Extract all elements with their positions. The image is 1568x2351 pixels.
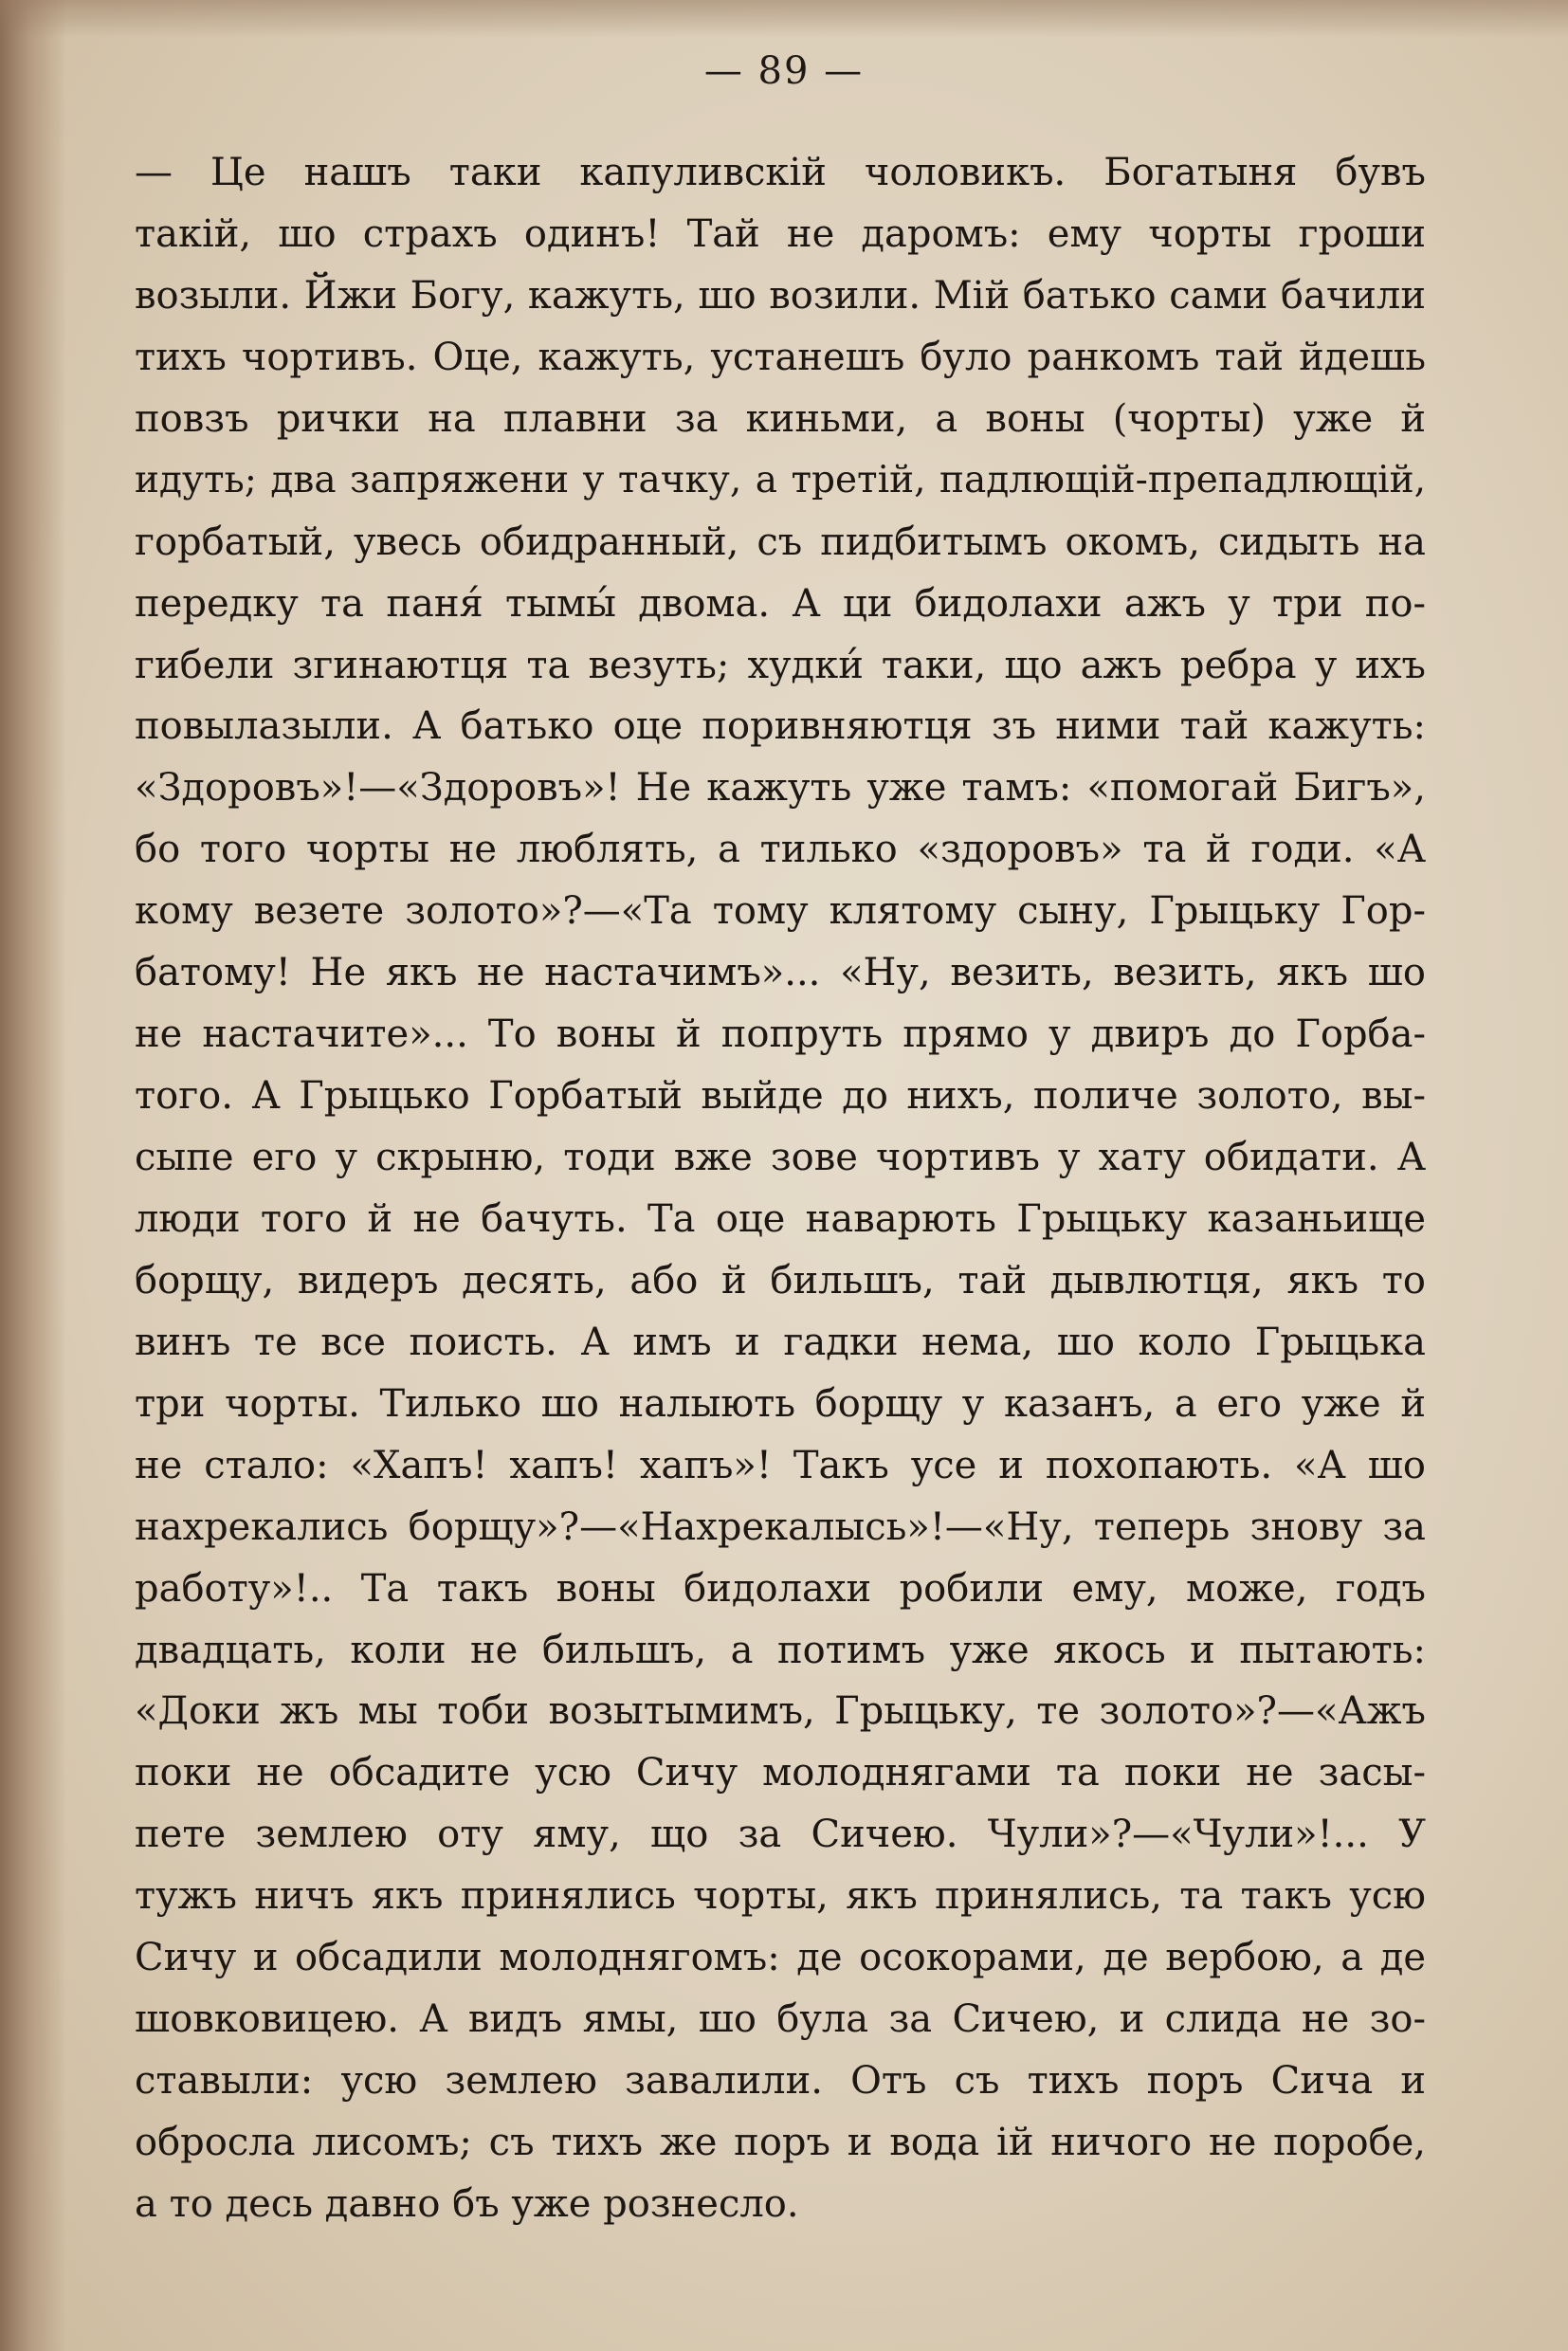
- text-line: три чорты. Тилько шо налыють борщу у казанъ, а его уже й: [135, 1381, 1426, 1426]
- text-line: того. А Грыцько Горбатый выйде до нихъ, поличе золото, вы-: [135, 1074, 1426, 1119]
- text-line: пете землею оту яму, що за Сичею. Чули»?—«Чули»!... У: [135, 1813, 1426, 1857]
- text-line: передку та паня́ тымы́ двома. А ци бидолахи ажъ у три по-: [135, 581, 1426, 626]
- text-line: возыли. Йжи Богу, кажуть, шо возили. Мій батько сами бачили: [135, 273, 1426, 318]
- text-line: идуть; два запряжени у тачку, а третій, падлющій-препадлющій,: [135, 458, 1426, 501]
- text-line: поки не обсадите усю Сичу молоднягами та поки не засы-: [135, 1751, 1426, 1795]
- text-line: люди того й не бачуть. Та оце наварють Грыцьку казаньище: [135, 1196, 1426, 1241]
- text-line: двадцать, коли не бильшъ, а потимъ уже якось и пытають:: [135, 1628, 1426, 1672]
- text-line: винъ те все поисть. А имъ и гадки нема, шо коло Грыцька: [135, 1320, 1426, 1364]
- text-line: тихъ чортивъ. Оце, кажуть, устанешъ було ранкомъ тай йдешь: [135, 335, 1426, 379]
- text-line: не стало: «Хапъ! хапъ! хапъ»! Такъ усе и похопають. «А шо: [135, 1443, 1426, 1487]
- text-line: работу»!.. Та такъ воны бидолахи робили ему, може, годъ: [135, 1566, 1426, 1611]
- text-line: «Доки жъ мы тоби возытымимъ, Грыцьку, те золото»?—«Ажъ: [135, 1689, 1426, 1734]
- text-line: повзъ рички на плавни за киньми, а воны (чорты) уже й: [135, 396, 1426, 441]
- text-line: кому везете золото»?—«Та тому клятому сыну, Грыцьку Гор-: [135, 889, 1426, 934]
- text-line: шовковицею. А видъ ямы, шо була за Сичею, и слида не зо-: [135, 1997, 1426, 2042]
- text-line: «Здоровъ»!—«Здоровъ»! Не кажуть уже тамъ: «помогай Бигъ»,: [135, 766, 1426, 811]
- text-line: такій, шо страхъ одинъ! Тай не даромъ: ему чорты гроши: [135, 211, 1426, 256]
- text-line: Сичу и обсадили молоднягомъ: де осокорами, де вербою, а де: [135, 1936, 1426, 1980]
- text-line: тужъ ничъ якъ принялись чорты, якъ принялись, та такъ усю: [135, 1874, 1426, 1919]
- text-line: гибели згинаютця та везуть; худки́ таки, що ажъ ребра у ихъ: [135, 643, 1426, 687]
- text-line: повылазыли. А батько оце поривняютця зъ ними тай кажуть:: [135, 704, 1426, 749]
- text-line-last: а то десь давно бъ уже рознесло.: [135, 2181, 799, 2226]
- text-line: нахрекались борщу»?—«Нахрекалысь»!—«Ну, теперь знову за: [135, 1504, 1426, 1549]
- text-line: ставыли: усю землею завалили. Отъ съ тихъ поръ Сича и: [135, 2059, 1426, 2104]
- text-line: борщу, видеръ десять, або й бильшъ, тай дывлютця, якъ то: [135, 1258, 1426, 1303]
- text-line: батому! Не якъ не настачимъ»... «Ну, везить, везить, якъ шо: [135, 951, 1426, 995]
- text-line: сыпе его у скрыню, тоди вже зове чортивъ у хату обидати. А: [135, 1136, 1426, 1179]
- text-line: бо того чорты не люблять, а тилько «здоровъ» та й годи. «А: [135, 828, 1426, 872]
- text-line: обросла лисомъ; съ тихъ же поръ и вода ій ничого не поробе,: [135, 2121, 1426, 2164]
- text-line: горбатый, увесь обидранный, съ пидбитымъ окомъ, сидыть на: [135, 519, 1426, 564]
- page-number: — 89 —: [703, 49, 865, 93]
- body-text: [135, 142, 1426, 2235]
- text-line: не настачите»... То воны й попруть прямо у двиръ до Горба-: [135, 1012, 1426, 1057]
- text-line: — Це нашъ таки капуливскій чоловикъ. Богатыня бувъ: [135, 151, 1426, 194]
